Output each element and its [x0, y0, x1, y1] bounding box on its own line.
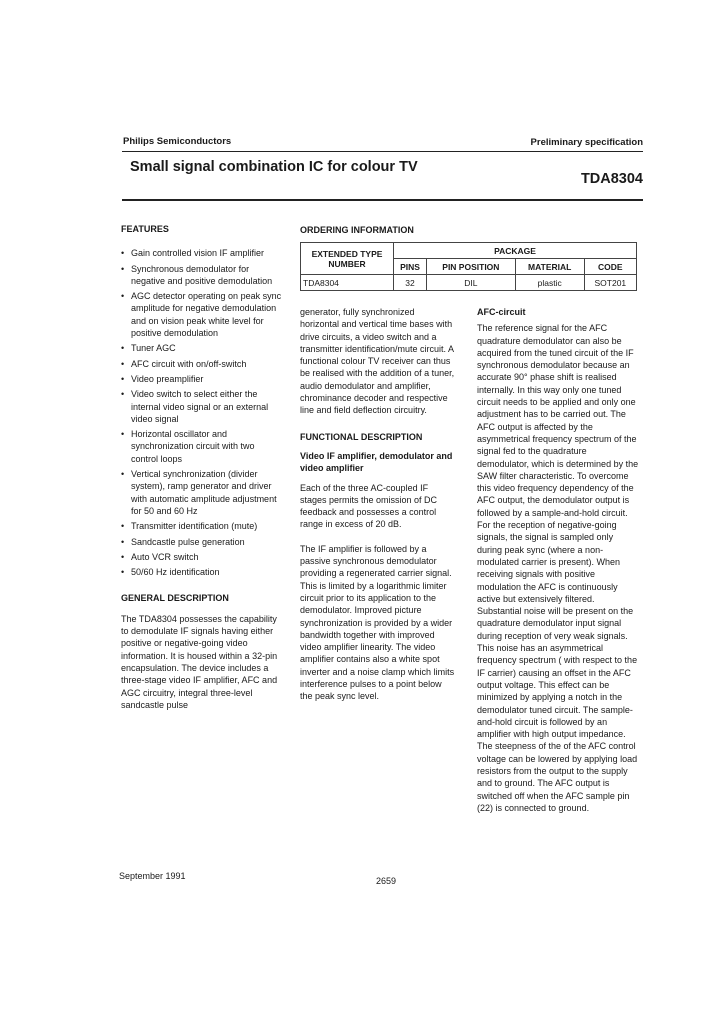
feature-item: • AGC detector operating on peak sync amplitude for negative demodulation and on vision peak white level for positive demodulation [121, 290, 283, 339]
feature-item: • Video preamplifier [121, 373, 283, 385]
feature-item: • 50/60 Hz identification [121, 566, 283, 578]
cell-pin-position: DIL [427, 275, 516, 291]
features-heading: FEATURES [121, 224, 169, 234]
cell-material: plastic [515, 275, 584, 291]
col-package: PACKAGE [394, 243, 637, 259]
right-column [477, 306, 639, 814]
general-description-heading: GENERAL DESCRIPTION [121, 593, 229, 604]
video-if-paragraph-1: Each of the three AC-coupled IF stages permits the omission of DC feedback and possesses a control range in excess of 20 dB. [300, 482, 438, 530]
middle-column [300, 306, 455, 703]
col-material: MATERIAL [515, 259, 584, 275]
video-if-paragraph-2: The IF amplifier is followed by a passive synchronous demodulator providing a regenerated carrier signal. This is limited by a logarithmic limiter circuit prior to its application to the demodulator. Improved picture synchronization is provided by a wider bandwidth together with improved video amplifier linearity. The video amplifier contains also a white spot inverter and a noise clamp which limits interference pulses to a point below the peak sync level. [300, 543, 455, 702]
page-number: 2659 [376, 876, 397, 886]
company-name: Philips Semiconductors [123, 136, 232, 147]
video-if-subheading: Video IF amplifier, demodulator and video amplifier [300, 450, 453, 474]
col-pin-position: PIN POSITION [427, 259, 516, 275]
feature-item: • AFC circuit with on/off-switch [121, 358, 283, 370]
header-rule [122, 151, 643, 152]
ordering-heading: ORDERING INFORMATION [300, 225, 414, 235]
feature-item: • Tuner AGC [121, 342, 283, 354]
col-code: CODE [584, 259, 636, 275]
feature-item: • Gain controlled vision IF amplifier [121, 247, 283, 259]
title-rule [122, 199, 643, 201]
functional-description-heading: FUNCTIONAL DESCRIPTION [300, 431, 423, 442]
ordering-table [300, 242, 637, 291]
feature-item: • Auto VCR switch [121, 551, 283, 563]
spec-type: Preliminary specification [530, 137, 643, 148]
general-continuation-text: generator, fully synchronized horizontal and vertical time bases with drive circuits, a video switch and a transmitter identification/mute circuit. A functional colour TV receiver can thus be realised with the addition of a tuner, audio demodulator and amplifier, chrominance decoder and respective line and field deflection circuitry. [300, 307, 455, 416]
part-number: TDA8304 [580, 171, 643, 187]
feature-item: • Video switch to select either the internal video signal or an external video signal [121, 388, 283, 425]
afc-paragraph-1: The reference signal for the AFC quadrature demodulator can also be acquired from the tuned circuit of the IF synchronous demodulator because an accurate 90° phase shift is realised internally. In this way only one tuned circuit needs to be applied and only one adjustment has to be carried out. The AFC output is affected by the asymmetrical frequency spectrum of the signal fed to the quadrature demodulator, which is determined by the SAW filter characteristic. To overcome this video frequency dependency of the AFC output, the demodulator output is followed by a sample-and-hold circuit. [477, 323, 639, 518]
feature-item: • Vertical synchronization (divider system), ramp generator and driver with automatic amplitude adjustment for 50 and 60 Hz [121, 468, 283, 517]
left-column [121, 223, 283, 711]
feature-item: • Sandcastle pulse generation [121, 536, 283, 548]
table-row [301, 275, 637, 291]
cell-code: SOT201 [584, 275, 636, 291]
footer-date: September 1991 [119, 871, 186, 881]
afc-paragraph-2: For the reception of negative-going signals, the signal is sampled only during peak sync (where a non-modulated carrier is present). When receiving signals with positive modulation the AFC is continuously active but extensively filtered. Substantial noise will be present on the quadrature demodulator input signal during reception of very weak signals. This noise has an asymmetrical frequency spectrum ( with respect to the IF carrier) causing an offset in the AFC output voltage. This effect can be minimized by applying a notch in the demodulator tuned circuit. The sample-and-hold circuit is followed by an amplifier with high output impedance. The steepness of the of the AFC control voltage can be lowered by applying load resistors from the output to the supply and to ground. The AFC output is switched off when the AFC sample pin (22) is connected to ground. [477, 520, 638, 813]
col-pins: PINS [394, 259, 427, 275]
feature-item: • Horizontal oscillator and synchronization circuit with two control loops [121, 428, 283, 465]
general-description-text: The TDA8304 possesses the capability to demodulate IF signals having either positive or negative-going video information. It is housed within a 32-pin encapsulation. The device includes a three-stage video IF amplifier, AFC and AGC circuitry, integral three-level sandcastle pulse [121, 613, 278, 710]
feature-item: • Transmitter identification (mute) [121, 520, 283, 532]
afc-circuit-heading: AFC-circuit [477, 307, 526, 317]
cell-type: TDA8304 [301, 275, 394, 291]
cell-pins: 32 [394, 275, 427, 291]
features-list [121, 247, 283, 578]
col-extended-type: EXTENDED TYPE NUMBER [301, 243, 394, 275]
feature-item: • Synchronous demodulator for negative and positive demodulation [121, 263, 283, 288]
document-title: Small signal combination IC for colour TV [130, 159, 418, 175]
